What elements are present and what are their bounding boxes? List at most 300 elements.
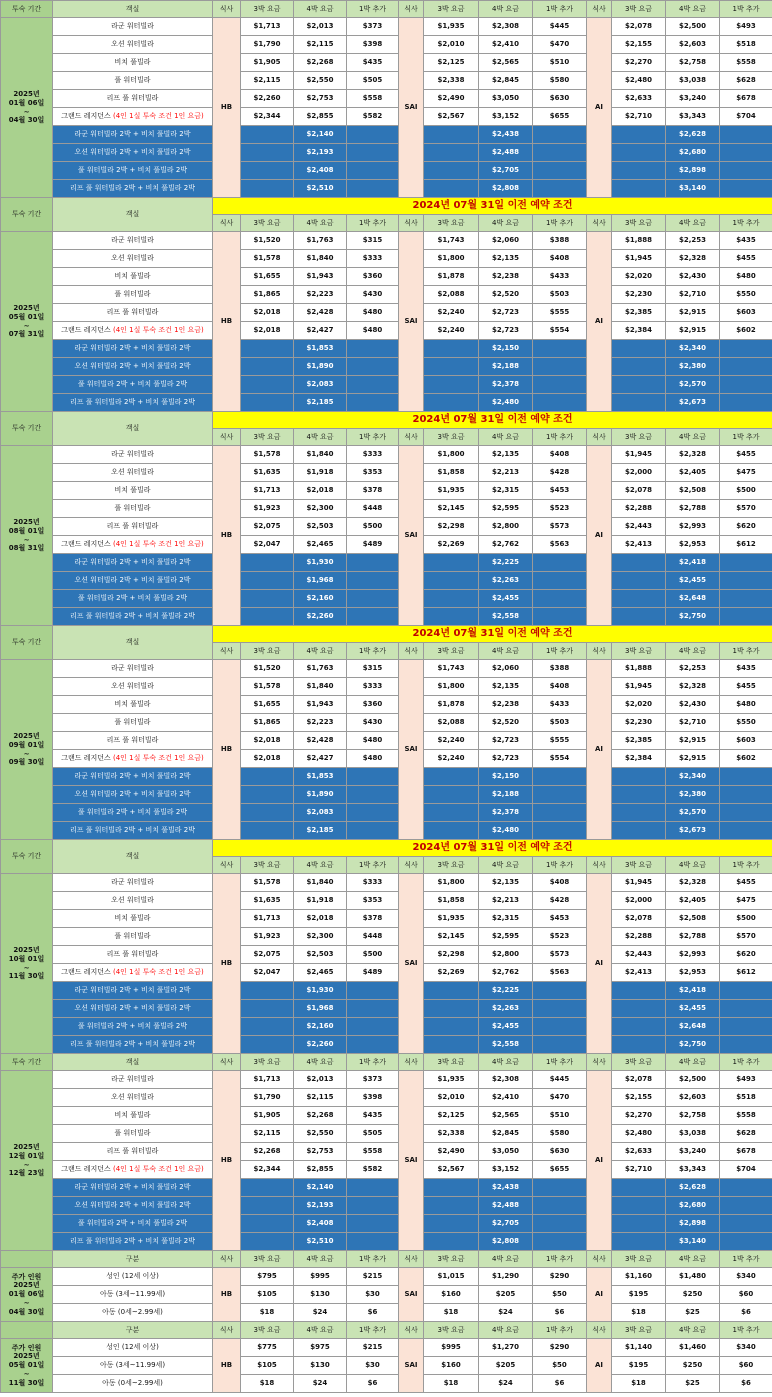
rate-cell: $995 xyxy=(294,1268,347,1286)
rate-cell: $2,300 xyxy=(294,500,347,518)
rate-cell: $2,010 xyxy=(424,1089,479,1107)
rate-cell: $2,628 xyxy=(666,126,720,144)
rate-cell xyxy=(424,1215,479,1233)
rate-cell xyxy=(241,1179,294,1197)
rate-cell: $2,633 xyxy=(612,90,666,108)
combo-rate-row xyxy=(1,572,772,590)
room-label: 리프 풀 워터빌라 xyxy=(106,308,159,316)
rate-cell: $6 xyxy=(533,1304,587,1322)
rate-cell: $2,490 xyxy=(424,90,479,108)
room-label: 라군 워터빌라 2박 + 비치 풀빌라 2박 xyxy=(74,772,191,780)
rate-cell xyxy=(533,1197,587,1215)
stay-period xyxy=(1,1071,53,1251)
rate-cell: $105 xyxy=(241,1357,294,1375)
room-label: 리프 풀 워터빌라 2박 + 비치 풀빌라 2박 xyxy=(69,826,196,834)
rate-cell: $523 xyxy=(533,928,587,946)
rate-cell: $195 xyxy=(612,1357,666,1375)
rate-3n-header: 3박 요금 xyxy=(424,1251,479,1268)
rate-cell: $1,918 xyxy=(294,892,347,910)
room-name xyxy=(53,874,213,892)
rate-cell: $453 xyxy=(533,910,587,928)
rate-cell: $2,013 xyxy=(294,1071,347,1089)
rate-row xyxy=(1,18,772,36)
room-name xyxy=(53,1268,213,1286)
rate-cell: $24 xyxy=(294,1304,347,1322)
room-name xyxy=(53,964,213,982)
rate-cell: $2,328 xyxy=(666,678,720,696)
meal-header: 식사 xyxy=(587,215,612,232)
room-name xyxy=(53,108,213,126)
room-header: 객실 xyxy=(53,1054,213,1071)
rate-cell xyxy=(612,394,666,412)
rate-cell: $2,013 xyxy=(294,18,347,36)
rate-row xyxy=(1,286,772,304)
combo-rate-row xyxy=(1,1233,772,1251)
rate-cell: $1,865 xyxy=(241,286,294,304)
rate-cell: $2,300 xyxy=(294,928,347,946)
extra-night-header: 1박 추가 xyxy=(720,1322,772,1339)
rate-cell xyxy=(241,1233,294,1251)
rate-cell: $2,633 xyxy=(612,1143,666,1161)
rate-cell: $455 xyxy=(720,874,772,892)
rate-cell: $2,723 xyxy=(479,304,533,322)
rate-cell: $2,915 xyxy=(666,732,720,750)
extra-night-header: 1박 추가 xyxy=(533,1251,587,1268)
rate-3n-header: 3박 요금 xyxy=(612,1251,666,1268)
rate-cell xyxy=(720,1036,772,1054)
extra-night-header: 1박 추가 xyxy=(720,643,772,660)
room-name xyxy=(53,928,213,946)
rate-cell: $433 xyxy=(533,696,587,714)
rate-cell: $2,020 xyxy=(612,696,666,714)
rate-cell: $2,223 xyxy=(294,714,347,732)
rate-cell: $1,905 xyxy=(241,1107,294,1125)
rate-cell: $2,550 xyxy=(294,1125,347,1143)
meal-plan: SAI xyxy=(399,874,424,1054)
combo-rate-row xyxy=(1,1215,772,1233)
rate-cell: $2,418 xyxy=(666,554,720,572)
rate-cell: $3,038 xyxy=(666,1125,720,1143)
rate-cell xyxy=(347,162,399,180)
combo-rate-row xyxy=(1,126,772,144)
rate-cell: $455 xyxy=(720,446,772,464)
room-label: 라군 워터빌라 2박 + 비치 풀빌라 2박 xyxy=(74,344,191,352)
rate-cell: $455 xyxy=(720,678,772,696)
rate-3n-header: 3박 요금 xyxy=(241,215,294,232)
occupancy-note: (4인 1실 투숙 조건 1인 요금) xyxy=(112,112,204,120)
room-name xyxy=(53,732,213,750)
period-header xyxy=(1,1322,53,1339)
meal-header: 식사 xyxy=(399,857,424,874)
rate-row xyxy=(1,1304,772,1322)
stay-period xyxy=(1,1339,53,1393)
rate-cell xyxy=(424,804,479,822)
rate-cell: $2,503 xyxy=(294,518,347,536)
rate-cell: $1,923 xyxy=(241,928,294,946)
booking-condition-banner: 2024년 07월 31일 이전 예약 조건 xyxy=(213,840,772,857)
room-name xyxy=(53,1286,213,1304)
meal-header: 식사 xyxy=(587,1054,612,1071)
rate-cell: $408 xyxy=(533,874,587,892)
combo-rate-row xyxy=(1,822,772,840)
rate-cell: $1,968 xyxy=(294,1000,347,1018)
rate-cell: $290 xyxy=(533,1339,587,1357)
rate-cell: $2,953 xyxy=(666,536,720,554)
rate-cell: $2,078 xyxy=(612,482,666,500)
room-name xyxy=(53,786,213,804)
extra-night-header: 1박 추가 xyxy=(347,1251,399,1268)
rate-cell: $1,935 xyxy=(424,910,479,928)
rate-3n-header: 3박 요금 xyxy=(612,857,666,874)
rate-cell xyxy=(720,1018,772,1036)
room-header: 객실 xyxy=(53,198,213,232)
rate-4n-header: 4박 요금 xyxy=(666,1251,720,1268)
rate-cell: $2,750 xyxy=(666,608,720,626)
room-label: 풀 워터빌라 xyxy=(114,76,151,84)
rate-cell: $60 xyxy=(720,1286,772,1304)
rate-cell: $503 xyxy=(533,714,587,732)
rate-cell: $2,567 xyxy=(424,1161,479,1179)
room-label: 아동 (0세~2.99세) xyxy=(102,1379,163,1387)
period-line: 05월 01일 xyxy=(8,312,45,321)
period-line: ~ xyxy=(23,535,30,544)
rate-row xyxy=(1,1357,772,1375)
meal-plan: SAI xyxy=(399,1339,424,1393)
rate-cell: $1,905 xyxy=(241,54,294,72)
rate-4n-header: 4박 요금 xyxy=(666,1,720,18)
meal-plan: AI xyxy=(587,18,612,198)
rate-3n-header: 3박 요금 xyxy=(424,1054,479,1071)
rate-row xyxy=(1,892,772,910)
rate-cell: $558 xyxy=(347,1143,399,1161)
rate-cell: $160 xyxy=(424,1286,479,1304)
combo-rate-row xyxy=(1,1018,772,1036)
rate-cell: $2,385 xyxy=(612,304,666,322)
room-name xyxy=(53,90,213,108)
room-name xyxy=(53,358,213,376)
rate-cell: $2,427 xyxy=(294,750,347,768)
rate-cell: $6 xyxy=(720,1304,772,1322)
rate-cell xyxy=(347,982,399,1000)
rate-4n-header: 4박 요금 xyxy=(294,857,347,874)
extra-night-header: 1박 추가 xyxy=(347,857,399,874)
rate-cell: $1,800 xyxy=(424,250,479,268)
extra-night-header: 1박 추가 xyxy=(347,1054,399,1071)
rate-cell: $2,808 xyxy=(479,180,533,198)
banner-row xyxy=(1,198,772,215)
rate-cell xyxy=(533,162,587,180)
rate-cell: $18 xyxy=(424,1375,479,1393)
room-name xyxy=(53,678,213,696)
rate-cell xyxy=(612,340,666,358)
rate-cell: $2,145 xyxy=(424,500,479,518)
meal-plan: AI xyxy=(587,1268,612,1322)
rate-cell: $6 xyxy=(533,1375,587,1393)
rate-cell: $2,185 xyxy=(294,822,347,840)
rate-cell: $563 xyxy=(533,536,587,554)
rate-cell xyxy=(424,340,479,358)
rate-cell xyxy=(720,394,772,412)
rate-cell xyxy=(347,340,399,358)
rate-cell xyxy=(533,1215,587,1233)
extra-night-header: 1박 추가 xyxy=(347,215,399,232)
rate-cell: $2,018 xyxy=(241,732,294,750)
rate-row xyxy=(1,874,772,892)
rate-row xyxy=(1,910,772,928)
rate-4n-header: 4박 요금 xyxy=(294,643,347,660)
rate-cell: $2,240 xyxy=(424,732,479,750)
rate-cell: $24 xyxy=(294,1375,347,1393)
banner-row xyxy=(1,626,772,643)
rate-cell: $2,428 xyxy=(294,304,347,322)
stay-period xyxy=(1,874,53,1054)
rate-4n-header: 4박 요금 xyxy=(294,215,347,232)
rate-cell: $500 xyxy=(720,910,772,928)
room-label: 그랜드 레지던스 xyxy=(61,754,111,762)
rate-cell: $448 xyxy=(347,928,399,946)
room-name xyxy=(53,892,213,910)
room-label: 오션 워터빌라 2박 + 비치 풀빌라 2박 xyxy=(74,576,191,584)
rate-cell xyxy=(241,126,294,144)
rate-cell xyxy=(347,786,399,804)
room-label: 리프 풀 워터빌라 xyxy=(106,950,159,958)
room-name xyxy=(53,590,213,608)
rate-cell: $500 xyxy=(347,518,399,536)
meal-header: 식사 xyxy=(587,1,612,18)
combo-rate-row xyxy=(1,144,772,162)
rate-3n-header: 3박 요금 xyxy=(424,1,479,18)
rate-cell xyxy=(533,340,587,358)
rate-cell xyxy=(720,144,772,162)
room-header: 구분 xyxy=(53,1322,213,1339)
meal-header: 식사 xyxy=(399,643,424,660)
rate-cell xyxy=(347,126,399,144)
meal-header: 식사 xyxy=(587,1322,612,1339)
rate-cell: $30 xyxy=(347,1286,399,1304)
rate-cell: $2,480 xyxy=(479,822,533,840)
banner-row xyxy=(1,840,772,857)
rate-cell: $2,240 xyxy=(424,750,479,768)
rate-cell: $1,943 xyxy=(294,268,347,286)
room-name xyxy=(53,286,213,304)
meal-plan: SAI xyxy=(399,1071,424,1251)
rate-cell: $2,238 xyxy=(479,268,533,286)
rate-3n-header: 3박 요금 xyxy=(424,429,479,446)
rate-cell: $2,185 xyxy=(294,394,347,412)
rate-cell: $2,723 xyxy=(479,732,533,750)
rate-cell: $2,223 xyxy=(294,286,347,304)
rate-cell: $2,268 xyxy=(294,54,347,72)
rate-cell: $1,743 xyxy=(424,232,479,250)
rate-cell xyxy=(533,144,587,162)
rate-cell: $2,680 xyxy=(666,1197,720,1215)
rate-cell: $1,015 xyxy=(424,1268,479,1286)
rate-row xyxy=(1,660,772,678)
rate-3n-header: 3박 요금 xyxy=(424,857,479,874)
rate-cell: $2,115 xyxy=(294,36,347,54)
rate-cell xyxy=(612,180,666,198)
period-line: 08월 31일 xyxy=(8,544,45,553)
rate-cell: $2,762 xyxy=(479,964,533,982)
room-label: 풀 워터빌라 2박 + 비치 풀빌라 2박 xyxy=(77,1022,188,1030)
rate-cell xyxy=(424,982,479,1000)
rate-cell xyxy=(720,1000,772,1018)
rate-cell: $2,213 xyxy=(479,464,533,482)
rate-row xyxy=(1,250,772,268)
stay-period xyxy=(1,1268,53,1322)
rate-cell: $2,115 xyxy=(241,1125,294,1143)
rate-cell: $2,480 xyxy=(479,394,533,412)
rate-cell: $1,763 xyxy=(294,232,347,250)
rate-cell: $550 xyxy=(720,286,772,304)
extra-night-header: 1박 추가 xyxy=(347,1322,399,1339)
rate-cell: $1,930 xyxy=(294,982,347,1000)
rate-cell xyxy=(612,804,666,822)
rate-cell xyxy=(424,358,479,376)
room-label: 오션 워터빌라 xyxy=(111,1093,154,1101)
rate-cell: $2,270 xyxy=(612,54,666,72)
rate-cell: $480 xyxy=(347,304,399,322)
rate-cell: $2,500 xyxy=(666,18,720,36)
period-line: 09월 30일 xyxy=(8,758,45,767)
rate-cell xyxy=(347,804,399,822)
period-line: 12월 23일 xyxy=(8,1169,45,1178)
period-line: 2025년 xyxy=(13,90,40,98)
rate-cell: $360 xyxy=(347,268,399,286)
rate-cell: $3,152 xyxy=(479,1161,533,1179)
rate-cell: $1,943 xyxy=(294,696,347,714)
rate-cell: $2,455 xyxy=(666,572,720,590)
rate-cell: $2,565 xyxy=(479,54,533,72)
rate-cell: $360 xyxy=(347,696,399,714)
extra-night-header: 1박 추가 xyxy=(720,1054,772,1071)
rate-row xyxy=(1,90,772,108)
rate-cell xyxy=(612,162,666,180)
room-name xyxy=(53,660,213,678)
room-name xyxy=(53,18,213,36)
rate-cell: $995 xyxy=(424,1339,479,1357)
rate-cell: $1,865 xyxy=(241,714,294,732)
room-name xyxy=(53,1197,213,1215)
rate-row xyxy=(1,964,772,982)
rate-cell: $570 xyxy=(720,928,772,946)
rate-cell: $2,418 xyxy=(666,982,720,1000)
rate-cell xyxy=(612,572,666,590)
rate-cell xyxy=(720,126,772,144)
period-header: 투숙 기간 xyxy=(1,1054,53,1071)
combo-rate-row xyxy=(1,340,772,358)
rate-cell: $160 xyxy=(424,1357,479,1375)
rate-cell: $2,078 xyxy=(612,910,666,928)
rate-cell: $25 xyxy=(666,1375,720,1393)
rate-row xyxy=(1,268,772,286)
room-name xyxy=(53,250,213,268)
rate-cell: $2,328 xyxy=(666,250,720,268)
room-name xyxy=(53,446,213,464)
rate-3n-header: 3박 요금 xyxy=(612,643,666,660)
rate-cell xyxy=(720,608,772,626)
rate-cell xyxy=(720,768,772,786)
rate-cell: $2,260 xyxy=(241,90,294,108)
rate-cell: $2,648 xyxy=(666,1018,720,1036)
rate-cell: $602 xyxy=(720,750,772,768)
rate-row xyxy=(1,482,772,500)
meal-plan: HB xyxy=(213,660,241,840)
rate-cell xyxy=(533,786,587,804)
rate-row xyxy=(1,36,772,54)
rate-cell: $333 xyxy=(347,874,399,892)
rate-cell xyxy=(720,572,772,590)
header-row xyxy=(1,1322,772,1339)
period-line: 주가 인원 xyxy=(11,1343,42,1352)
rate-cell: $333 xyxy=(347,250,399,268)
rate-cell: $2,915 xyxy=(666,304,720,322)
rate-cell: $2,268 xyxy=(241,1143,294,1161)
room-label: 라군 워터빌라 xyxy=(111,450,154,458)
rate-4n-header: 4박 요금 xyxy=(666,429,720,446)
rate-cell xyxy=(533,376,587,394)
meal-plan: SAI xyxy=(399,446,424,626)
combo-rate-row xyxy=(1,1197,772,1215)
room-label: 라군 워터빌라 xyxy=(111,236,154,244)
meal-header: 식사 xyxy=(587,643,612,660)
combo-rate-row xyxy=(1,554,772,572)
rate-cell: $2,263 xyxy=(479,572,533,590)
meal-plan: AI xyxy=(587,874,612,1054)
period-header: 투숙 기간 xyxy=(1,198,53,232)
rate-cell: $630 xyxy=(533,1143,587,1161)
rate-cell: $2,567 xyxy=(424,108,479,126)
rate-cell: $18 xyxy=(612,1375,666,1393)
rate-cell: $2,455 xyxy=(666,1000,720,1018)
room-name xyxy=(53,1339,213,1357)
rate-cell: $1,655 xyxy=(241,696,294,714)
room-label: 라군 워터빌라 xyxy=(111,664,154,672)
rate-cell: $2,520 xyxy=(479,714,533,732)
meal-header: 식사 xyxy=(213,1322,241,1339)
rate-cell: $602 xyxy=(720,322,772,340)
rate-row xyxy=(1,500,772,518)
rate-cell xyxy=(424,394,479,412)
rate-cell: $2,993 xyxy=(666,518,720,536)
rate-cell: $2,193 xyxy=(294,1197,347,1215)
occupancy-note: (4인 1실 투숙 조건 1인 요금) xyxy=(112,326,204,334)
rate-cell xyxy=(720,982,772,1000)
rate-row xyxy=(1,732,772,750)
rate-cell: $2,384 xyxy=(612,750,666,768)
room-header: 객실 xyxy=(53,1,213,18)
room-name xyxy=(53,340,213,358)
meal-plan: HB xyxy=(213,1339,241,1393)
rate-cell: $18 xyxy=(612,1304,666,1322)
rate-cell xyxy=(241,608,294,626)
rate-cell xyxy=(424,608,479,626)
room-name xyxy=(53,180,213,198)
room-label: 비치 풀빌라 xyxy=(114,486,151,494)
rate-cell: $1,853 xyxy=(294,768,347,786)
rate-cell: $503 xyxy=(533,286,587,304)
rate-cell: $2,430 xyxy=(666,268,720,286)
rate-cell: $2,088 xyxy=(424,286,479,304)
period-line: 2025년 xyxy=(13,1352,40,1361)
rate-cell: $2,047 xyxy=(241,964,294,982)
rate-cell: $2,758 xyxy=(666,1107,720,1125)
room-label: 오션 워터빌라 xyxy=(111,682,154,690)
rate-cell xyxy=(347,554,399,572)
rate-4n-header: 4박 요금 xyxy=(666,215,720,232)
rate-cell: $573 xyxy=(533,518,587,536)
room-label: 리프 풀 워터빌라 2박 + 비치 풀빌라 2박 xyxy=(69,1040,196,1048)
